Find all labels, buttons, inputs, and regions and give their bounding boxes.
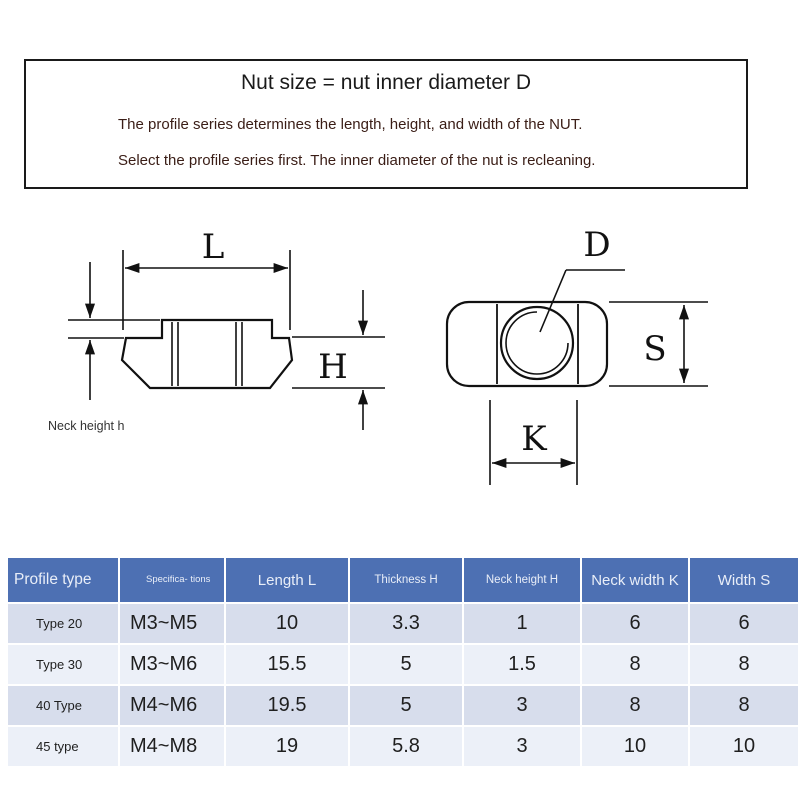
neck-height-dimension [68, 262, 160, 400]
header-width: Width S [690, 558, 798, 602]
spec-table [6, 556, 800, 768]
cell-width: 6 [690, 604, 798, 643]
cell-profile-type: Type 30 [8, 645, 118, 684]
label-height: H [318, 347, 348, 387]
cell-width: 8 [690, 686, 798, 725]
label-neck-width: K [521, 419, 547, 459]
cell-length: 19.5 [226, 686, 348, 725]
table-row [8, 727, 798, 766]
cell-length: 10 [226, 604, 348, 643]
cell-neck-height: 3 [464, 686, 580, 725]
header-specifications: Specifica- tions [120, 558, 224, 602]
t-nut-dimension-drawing [0, 200, 800, 500]
nut-top-view [447, 270, 625, 386]
cell-length: 19 [226, 727, 348, 766]
cell-thickness: 3.3 [350, 604, 462, 643]
table-row [8, 645, 798, 684]
note-title: Nut size = nut inner diameter D [240, 71, 532, 94]
cell-specification: M3~M5 [120, 604, 224, 643]
cell-neck-height: 1 [464, 604, 580, 643]
cell-neck-width: 10 [582, 727, 688, 766]
cell-thickness: 5.8 [350, 727, 462, 766]
cell-neck-height: 1.5 [464, 645, 580, 684]
cell-profile-type: 40 Type [8, 686, 118, 725]
cell-width: 8 [690, 645, 798, 684]
label-diameter: D [583, 225, 611, 265]
table-row [8, 686, 798, 725]
header-profile-type: Profile type [8, 558, 118, 602]
cell-neck-height: 3 [464, 727, 580, 766]
cell-thickness: 5 [350, 645, 462, 684]
cell-profile-type: 45 type [8, 727, 118, 766]
label-length: L [201, 227, 225, 267]
header-length: Length L [226, 558, 348, 602]
cell-length: 15.5 [226, 645, 348, 684]
cell-width: 10 [690, 727, 798, 766]
header-thickness: Thickness H [350, 558, 462, 602]
cell-thickness: 5 [350, 686, 462, 725]
cell-specification: M4~M6 [120, 686, 224, 725]
nut-side-view [122, 320, 292, 388]
cell-neck-width: 8 [582, 686, 688, 725]
table-header-row [8, 558, 798, 602]
header-neck-height: Neck height H [464, 558, 580, 602]
cell-neck-width: 8 [582, 645, 688, 684]
cell-specification: M4~M8 [120, 727, 224, 766]
cell-profile-type: Type 20 [8, 604, 118, 643]
neck-height-label: Neck height h [48, 419, 125, 433]
table-row [8, 604, 798, 643]
note-line-profile: The profile series determines the length, height, and width of the NUT. [118, 116, 583, 133]
cell-specification: M3~M6 [120, 645, 224, 684]
cell-neck-width: 6 [582, 604, 688, 643]
note-line-select: Select the profile series first. The inner diameter of the nut is recleaning. [118, 152, 596, 169]
label-width: S [643, 329, 667, 369]
note-box [24, 59, 748, 189]
header-neck-width: Neck width K [582, 558, 688, 602]
